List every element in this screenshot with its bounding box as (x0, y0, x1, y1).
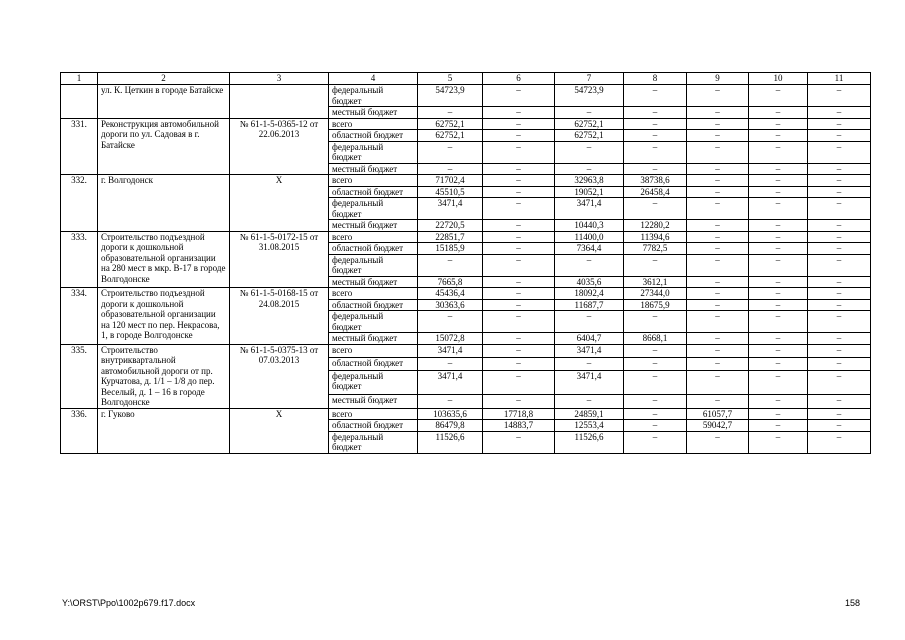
amount-cell: – (749, 431, 808, 453)
funding-source: областной бюджет (329, 420, 418, 432)
amount-cell: – (483, 118, 555, 130)
amount-cell: – (749, 198, 808, 220)
funding-source: всего (329, 344, 418, 357)
amount-cell: – (483, 431, 555, 453)
amount-cell: – (749, 299, 808, 311)
amount-cell: – (687, 163, 749, 175)
funding-source: федеральный бюджет (329, 141, 418, 163)
amount-cell: 61057,7 (687, 408, 749, 420)
amount-cell: – (749, 186, 808, 198)
table-row (61, 175, 871, 187)
amount-cell: – (808, 344, 871, 357)
amount-cell: – (808, 288, 871, 300)
amount-cell: – (418, 141, 483, 163)
amount-cell: 11400,0 (555, 231, 624, 243)
amount-cell: 18092,4 (555, 288, 624, 300)
column-header: 4 (329, 73, 418, 85)
amount-cell: – (624, 118, 687, 130)
amount-cell: – (749, 420, 808, 432)
amount-cell: 54723,9 (555, 85, 624, 107)
table-row (61, 118, 871, 130)
amount-cell: – (418, 107, 483, 119)
amount-cell: – (687, 85, 749, 107)
funding-source: всего (329, 231, 418, 243)
amount-cell: 45436,4 (418, 288, 483, 300)
amount-cell: – (687, 141, 749, 163)
amount-cell: 8668,1 (624, 333, 687, 345)
amount-cell: – (483, 333, 555, 345)
amount-cell: – (808, 333, 871, 345)
amount-cell: – (624, 254, 687, 276)
amount-cell: 4035,6 (555, 276, 624, 288)
amount-cell: 30363,6 (418, 299, 483, 311)
amount-cell: 17718,8 (483, 408, 555, 420)
amount-cell: 62752,1 (418, 118, 483, 130)
funding-source: местный бюджет (329, 163, 418, 175)
amount-cell: – (808, 175, 871, 187)
object-name: Строительство внутриквартальной автомобильной дороги от пр. Курчатова, д. 1/1 – 1/8 до пер. Веселый, д. 1 – 16 в городе Волгодонске (98, 344, 230, 408)
funding-source: местный бюджет (329, 333, 418, 345)
amount-cell: – (749, 408, 808, 420)
amount-cell: – (483, 357, 555, 370)
amount-cell: – (624, 408, 687, 420)
row-number: 333. (61, 231, 98, 288)
funding-source: местный бюджет (329, 107, 418, 119)
amount-cell: – (624, 357, 687, 370)
amount-cell: 3471,4 (555, 344, 624, 357)
funding-source: федеральный бюджет (329, 254, 418, 276)
amount-cell: – (555, 357, 624, 370)
amount-cell: – (808, 276, 871, 288)
object-name: Реконструкция автомобильной дороги по ул. Садовая в г. Батайске (98, 118, 230, 175)
amount-cell: – (687, 254, 749, 276)
amount-cell: – (749, 276, 808, 288)
amount-cell: 24859,1 (555, 408, 624, 420)
object-name: г. Гуково (98, 408, 230, 453)
amount-cell: – (483, 163, 555, 175)
amount-cell: – (687, 243, 749, 255)
amount-cell: 62752,1 (555, 118, 624, 130)
amount-cell: – (418, 357, 483, 370)
amount-cell: – (808, 163, 871, 175)
amount-cell: 22720,5 (418, 220, 483, 232)
amount-cell: 3612,1 (624, 276, 687, 288)
amount-cell: – (483, 220, 555, 232)
amount-cell: – (749, 311, 808, 333)
amount-cell: – (687, 431, 749, 453)
amount-cell: – (687, 276, 749, 288)
funding-source: федеральный бюджет (329, 431, 418, 453)
amount-cell: – (624, 85, 687, 107)
amount-cell: – (687, 395, 749, 408)
table-row (61, 408, 871, 420)
amount-cell: 12280,2 (624, 220, 687, 232)
amount-cell: 3471,4 (555, 370, 624, 395)
funding-source: федеральный бюджет (329, 311, 418, 333)
amount-cell: 6404,7 (555, 333, 624, 345)
amount-cell: 11687,7 (555, 299, 624, 311)
amount-cell: 15185,9 (418, 243, 483, 255)
amount-cell: 7665,8 (418, 276, 483, 288)
amount-cell: – (555, 395, 624, 408)
amount-cell: 11526,6 (555, 431, 624, 453)
amount-cell: – (418, 395, 483, 408)
amount-cell: – (808, 408, 871, 420)
amount-cell: – (808, 141, 871, 163)
amount-cell: – (749, 288, 808, 300)
amount-cell: – (483, 344, 555, 357)
budget-table (60, 72, 871, 454)
amount-cell: – (749, 85, 808, 107)
funding-source: областной бюджет (329, 357, 418, 370)
amount-cell: – (749, 254, 808, 276)
amount-cell: – (555, 254, 624, 276)
amount-cell: – (749, 231, 808, 243)
document-ref: № 61-1-5-0172-15 от 31.08.2015 (230, 231, 329, 288)
funding-source: федеральный бюджет (329, 198, 418, 220)
row-number: 336. (61, 408, 98, 453)
row-number: 331. (61, 118, 98, 175)
amount-cell: – (749, 130, 808, 142)
amount-cell: – (808, 107, 871, 119)
amount-cell: – (624, 163, 687, 175)
document-ref: Х (230, 175, 329, 232)
amount-cell: – (555, 141, 624, 163)
funding-source: областной бюджет (329, 130, 418, 142)
amount-cell: – (555, 107, 624, 119)
amount-cell: 7782,5 (624, 243, 687, 255)
amount-cell: 62752,1 (418, 130, 483, 142)
funding-source: федеральный бюджет (329, 85, 418, 107)
column-header: 9 (687, 73, 749, 85)
amount-cell: – (808, 254, 871, 276)
funding-source: федеральный бюджет (329, 370, 418, 395)
amount-cell: – (687, 186, 749, 198)
amount-cell: 18675,9 (624, 299, 687, 311)
amount-cell: 86479,8 (418, 420, 483, 432)
amount-cell: – (808, 220, 871, 232)
amount-cell: – (624, 395, 687, 408)
amount-cell: 27344,0 (624, 288, 687, 300)
amount-cell: – (418, 163, 483, 175)
amount-cell: – (483, 231, 555, 243)
amount-cell: – (687, 175, 749, 187)
funding-source: всего (329, 288, 418, 300)
amount-cell: – (687, 220, 749, 232)
amount-cell: – (687, 370, 749, 395)
amount-cell: – (483, 198, 555, 220)
amount-cell: – (808, 311, 871, 333)
column-header: 2 (98, 73, 230, 85)
amount-cell: 3471,4 (418, 198, 483, 220)
object-name: ул. К. Цеткин в городе Батайске (98, 85, 230, 119)
amount-cell: – (687, 231, 749, 243)
amount-cell: – (483, 311, 555, 333)
amount-cell: – (624, 107, 687, 119)
amount-cell: – (808, 370, 871, 395)
amount-cell: 11526,6 (418, 431, 483, 453)
amount-cell: – (808, 198, 871, 220)
amount-cell: – (483, 85, 555, 107)
object-name: г. Волгодонск (98, 175, 230, 232)
amount-cell: – (808, 130, 871, 142)
amount-cell: – (687, 118, 749, 130)
amount-cell: 38738,6 (624, 175, 687, 187)
amount-cell: – (749, 344, 808, 357)
amount-cell: 26458,4 (624, 186, 687, 198)
amount-cell: – (749, 220, 808, 232)
column-header: 11 (808, 73, 871, 85)
amount-cell: – (483, 299, 555, 311)
amount-cell: – (749, 118, 808, 130)
amount-cell: 14883,7 (483, 420, 555, 432)
row-number: 332. (61, 175, 98, 232)
document-ref (230, 85, 329, 119)
amount-cell: – (687, 311, 749, 333)
amount-cell: – (483, 276, 555, 288)
funding-source: областной бюджет (329, 186, 418, 198)
amount-cell: – (808, 431, 871, 453)
amount-cell: 3471,4 (418, 344, 483, 357)
amount-cell: – (483, 370, 555, 395)
amount-cell: 15072,8 (418, 333, 483, 345)
amount-cell: – (808, 299, 871, 311)
document-ref: № 61-1-5-0168-15 от 24.08.2015 (230, 288, 329, 345)
funding-source: областной бюджет (329, 299, 418, 311)
amount-cell: – (749, 175, 808, 187)
amount-cell: 103635,6 (418, 408, 483, 420)
amount-cell: – (483, 243, 555, 255)
amount-cell: – (483, 395, 555, 408)
amount-cell: 12553,4 (555, 420, 624, 432)
funding-source: всего (329, 408, 418, 420)
amount-cell: 7364,4 (555, 243, 624, 255)
document-ref: Х (230, 408, 329, 453)
amount-cell: – (687, 333, 749, 345)
column-header: 10 (749, 73, 808, 85)
amount-cell: – (624, 344, 687, 357)
amount-cell: – (483, 175, 555, 187)
amount-cell: – (749, 357, 808, 370)
funding-source: местный бюджет (329, 220, 418, 232)
footer-file-path: Y:\ORST\Ppo\1002p679.f17.docx (62, 598, 196, 608)
table-row (61, 85, 871, 107)
funding-source: местный бюджет (329, 395, 418, 408)
amount-cell: – (624, 141, 687, 163)
amount-cell: 10440,3 (555, 220, 624, 232)
amount-cell: – (483, 130, 555, 142)
amount-cell: – (687, 107, 749, 119)
amount-cell: – (483, 254, 555, 276)
document-ref: № 61-1-5-0375-13 от 07.03.2013 (230, 344, 329, 408)
amount-cell: 19052,1 (555, 186, 624, 198)
amount-cell: – (749, 395, 808, 408)
table-row (61, 231, 871, 243)
amount-cell: – (418, 254, 483, 276)
amount-cell: – (749, 107, 808, 119)
amount-cell: – (808, 118, 871, 130)
amount-cell: 71702,4 (418, 175, 483, 187)
amount-cell: – (749, 370, 808, 395)
amount-cell: – (555, 311, 624, 333)
amount-cell: – (749, 163, 808, 175)
column-header: 7 (555, 73, 624, 85)
amount-cell: 22851,7 (418, 231, 483, 243)
amount-cell: 11394,6 (624, 231, 687, 243)
amount-cell: – (687, 198, 749, 220)
amount-cell: – (749, 243, 808, 255)
row-number (61, 85, 98, 119)
object-name: Строительство подъездной дороги к дошкольной образовательной организации на 120 мест по пер. Некрасова, 1, в городе Волгодонске (98, 288, 230, 345)
amount-cell: – (687, 130, 749, 142)
amount-cell: – (687, 299, 749, 311)
amount-cell: – (808, 395, 871, 408)
amount-cell: – (624, 420, 687, 432)
amount-cell: 3471,4 (418, 370, 483, 395)
column-header: 5 (418, 73, 483, 85)
funding-source: местный бюджет (329, 276, 418, 288)
amount-cell: – (624, 130, 687, 142)
amount-cell: – (808, 243, 871, 255)
amount-cell: – (555, 163, 624, 175)
amount-cell: – (483, 141, 555, 163)
table-row (61, 344, 871, 357)
funding-source: всего (329, 175, 418, 187)
header-row (61, 73, 871, 85)
row-number: 335. (61, 344, 98, 408)
amount-cell: 62752,1 (555, 130, 624, 142)
column-header: 6 (483, 73, 555, 85)
amount-cell: – (624, 370, 687, 395)
amount-cell: – (808, 420, 871, 432)
amount-cell: – (808, 85, 871, 107)
amount-cell: – (749, 141, 808, 163)
amount-cell: 3471,4 (555, 198, 624, 220)
amount-cell: – (687, 357, 749, 370)
funding-source: областной бюджет (329, 243, 418, 255)
amount-cell: – (483, 107, 555, 119)
page-number: 158 (845, 598, 861, 608)
amount-cell: – (687, 288, 749, 300)
row-number: 334. (61, 288, 98, 345)
amount-cell: 45510,5 (418, 186, 483, 198)
amount-cell: – (624, 431, 687, 453)
column-header: 3 (230, 73, 329, 85)
amount-cell: – (483, 288, 555, 300)
amount-cell: 59042,7 (687, 420, 749, 432)
amount-cell: – (624, 198, 687, 220)
column-header: 8 (624, 73, 687, 85)
amount-cell: – (418, 311, 483, 333)
column-header: 1 (61, 73, 98, 85)
table-row (61, 288, 871, 300)
amount-cell: – (749, 333, 808, 345)
object-name: Строительство подъездной дороги к дошкольной образовательной организации на 280 мест в мкр. В-17 в городе Волгодонске (98, 231, 230, 288)
funding-source: всего (329, 118, 418, 130)
amount-cell: – (624, 311, 687, 333)
amount-cell: – (808, 357, 871, 370)
document-ref: № 61-1-5-0365-12 от 22.06.2013 (230, 118, 329, 175)
amount-cell: – (483, 186, 555, 198)
amount-cell: – (808, 231, 871, 243)
amount-cell: – (687, 344, 749, 357)
amount-cell: – (808, 186, 871, 198)
amount-cell: 32963,8 (555, 175, 624, 187)
amount-cell: 54723,9 (418, 85, 483, 107)
